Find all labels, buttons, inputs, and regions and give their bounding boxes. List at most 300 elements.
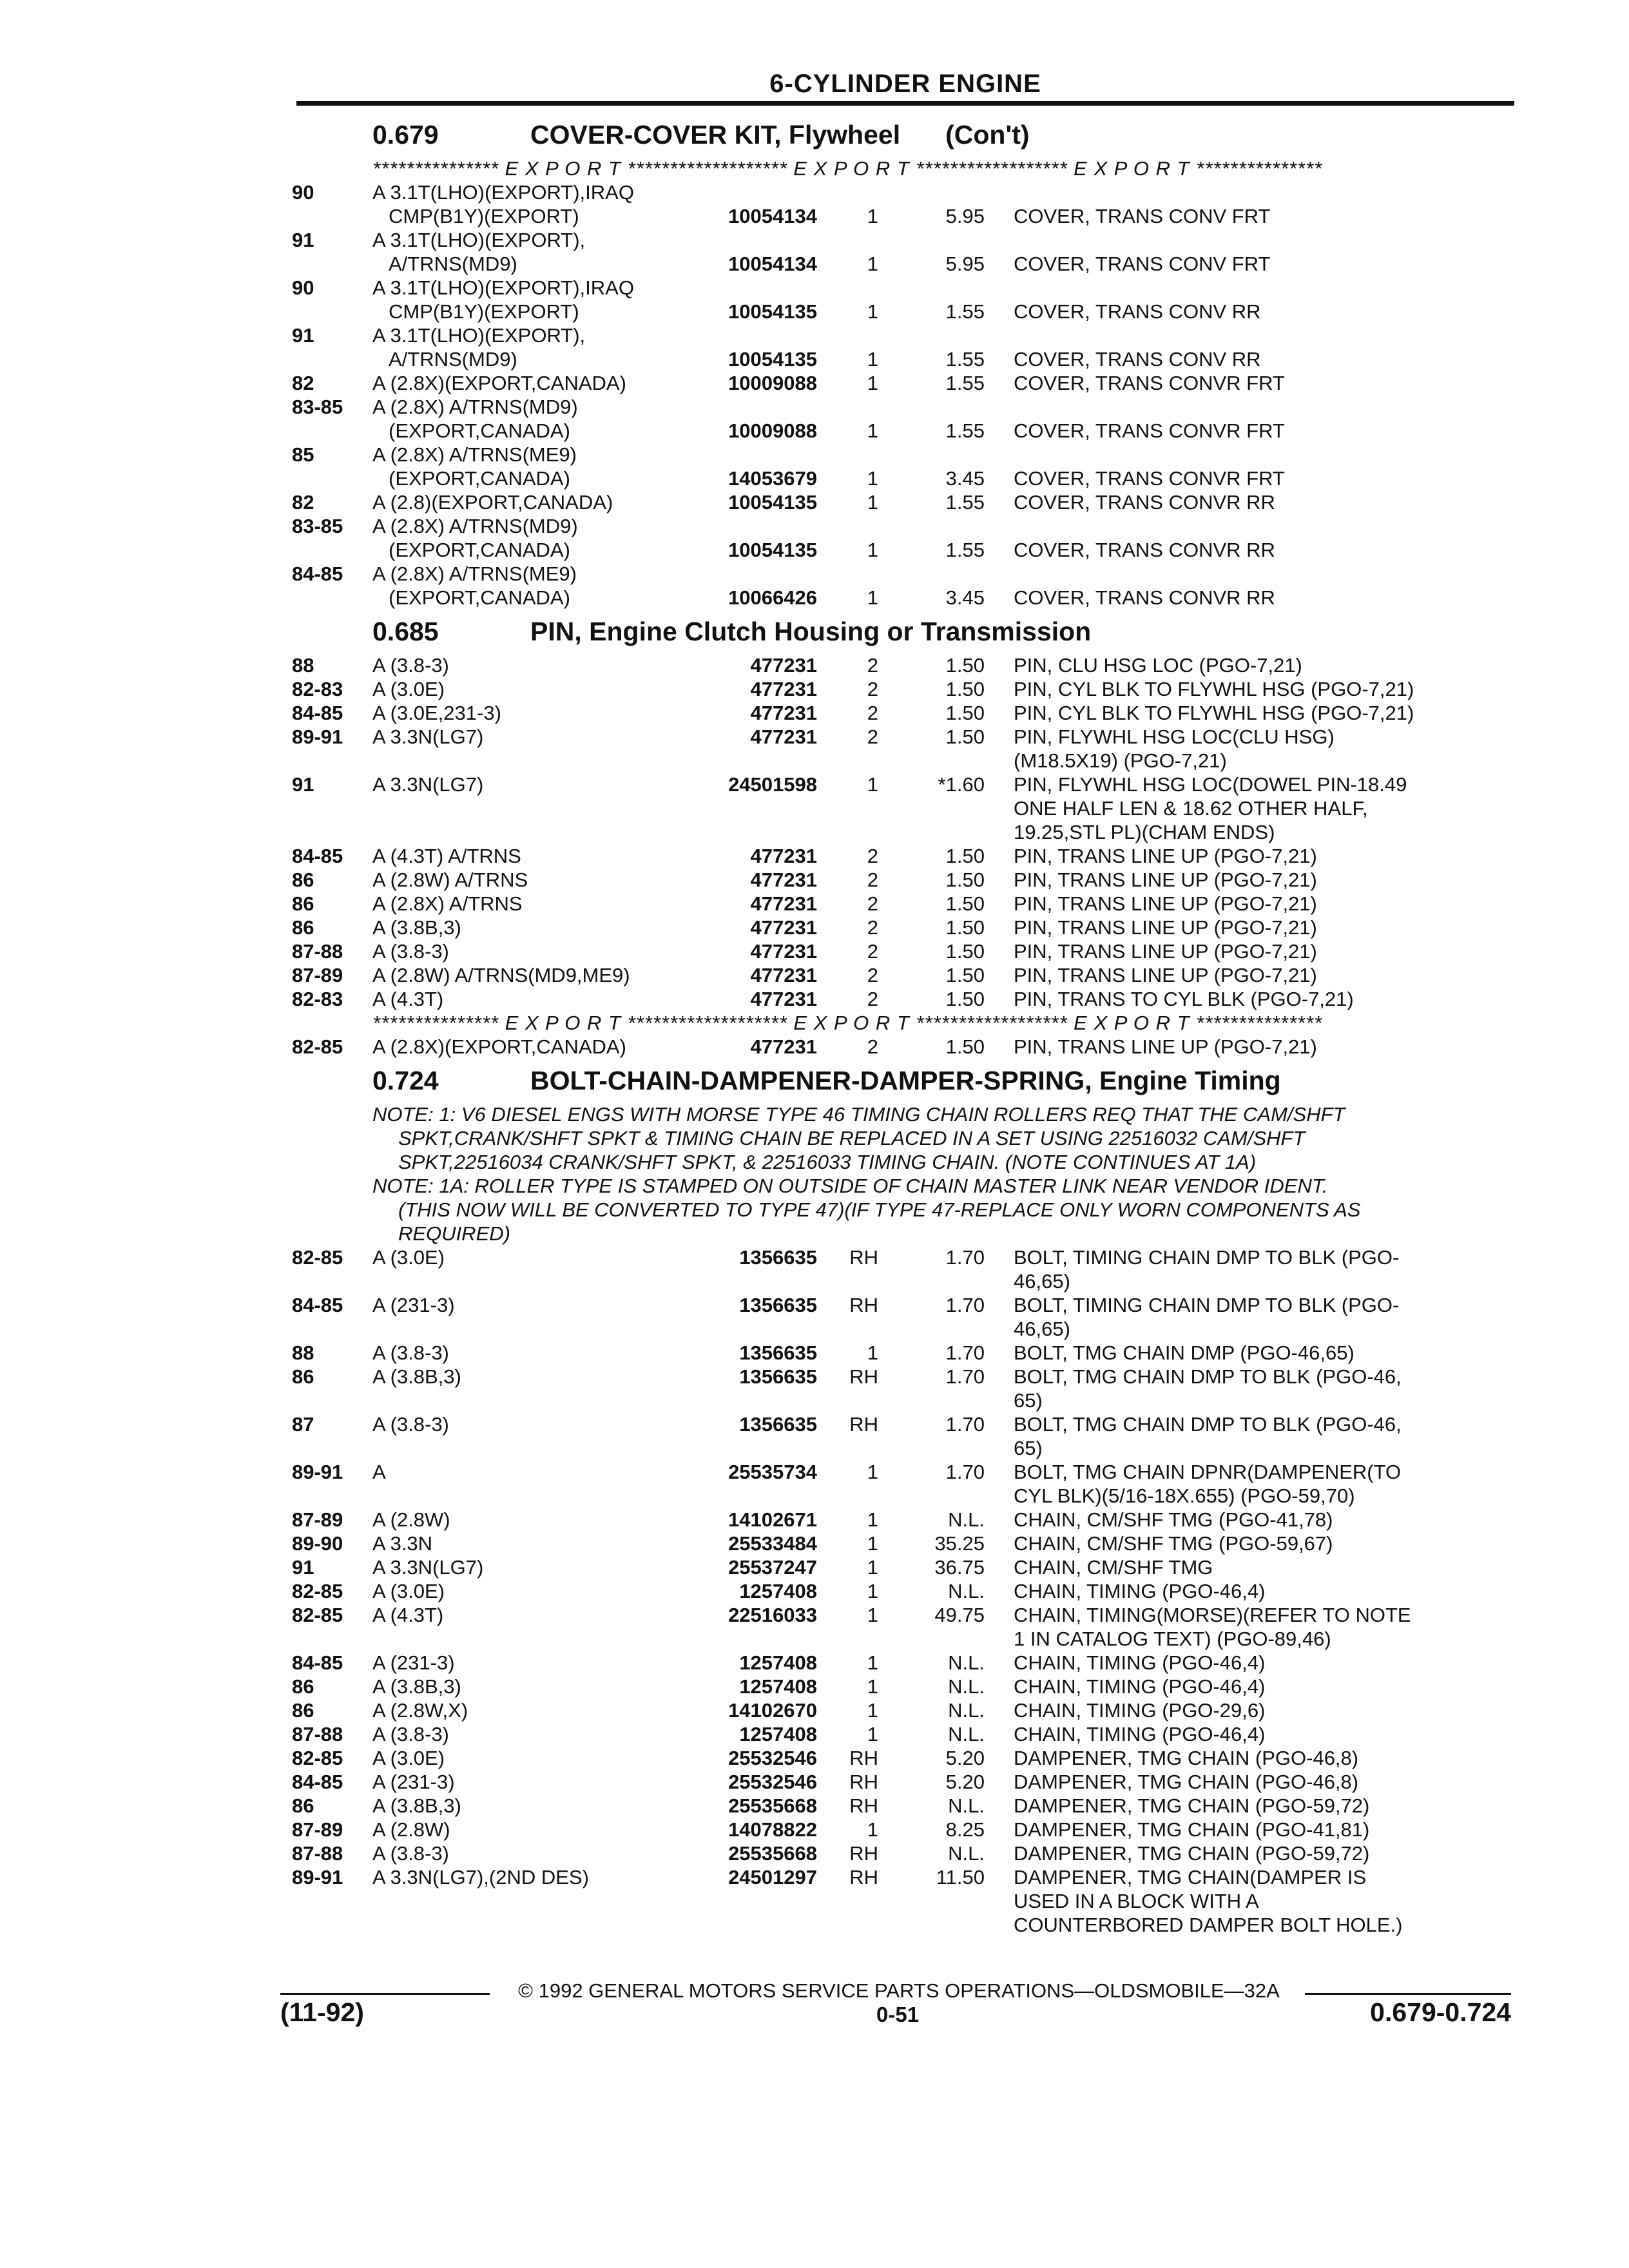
- application-desc: A (3.8B,3): [372, 1365, 461, 1388]
- item-description: PIN, TRANS TO CYL BLK (PGO-7,21): [1014, 988, 1354, 1010]
- price: [878, 1913, 985, 1937]
- parts-row: [292, 300, 1516, 323]
- model-year: 82-85: [292, 1035, 343, 1058]
- application-desc: A/TRNS(MD9): [389, 253, 517, 275]
- price: 1.50: [945, 988, 985, 1010]
- item-description: DAMPENER, TMG CHAIN(DAMPER IS: [1014, 1866, 1367, 1888]
- price: N.L.: [948, 1651, 985, 1674]
- item-description: BOLT, TMG CHAIN DPNR(DAMPENER(TO: [1014, 1461, 1402, 1483]
- price: [878, 514, 985, 538]
- item-description: PIN, CYL BLK TO FLYWHL HSG (PGO-7,21): [1014, 678, 1414, 700]
- application-desc: A (3.0E): [372, 1246, 445, 1269]
- application-desc: A (3.8-3): [372, 1842, 449, 1865]
- parts-row: [292, 1436, 1516, 1460]
- note-1a: [292, 1174, 1516, 1245]
- application-desc: CMP(B1Y)(EXPORT): [389, 300, 579, 323]
- item-description: CHAIN, TIMING (PGO-29,6): [1014, 1699, 1266, 1722]
- quantity: 1: [867, 1723, 878, 1745]
- quantity: 1: [867, 1508, 878, 1531]
- parts-row: [292, 820, 1516, 844]
- quantity: [817, 443, 878, 466]
- item-description: CHAIN, TIMING (PGO-46,4): [1014, 1651, 1266, 1674]
- parts-row: [292, 1365, 1516, 1389]
- item-description: CHAIN, TIMING (PGO-46,4): [1014, 1723, 1266, 1745]
- application-desc: A 3.1T(LHO)(EXPORT),: [372, 324, 586, 347]
- item-description: CHAIN, CM/SHF TMG (PGO-59,67): [1014, 1532, 1333, 1555]
- model-year: 87-88: [292, 1723, 343, 1745]
- part-number: 25537247: [728, 1556, 817, 1579]
- item-description: 46,65): [1014, 1318, 1070, 1340]
- section-export-rows-0685: [292, 1035, 1516, 1059]
- price: 5.95: [945, 205, 985, 227]
- note-line: SPKT,22516034 CRANK/SHFT SPKT, & 22516033 TIMING CHAIN. (NOTE CONTINUES AT 1A): [398, 1151, 1257, 1173]
- item-description: [985, 562, 1478, 586]
- part-number: [695, 820, 817, 844]
- model-year: 86: [292, 1794, 314, 1817]
- parts-row: [292, 868, 1516, 892]
- quantity: 1: [867, 491, 878, 514]
- application-desc: (EXPORT,CANADA): [389, 539, 570, 561]
- note-line: NOTE: 1: V6 DIESEL ENGS WITH MORSE TYPE 46 TIMING CHAIN ROLLERS REQ THAT THE CAM/SHFT: [372, 1103, 1345, 1126]
- quantity: 1: [867, 773, 878, 796]
- model-year: 87-88: [292, 940, 343, 963]
- price: [878, 1317, 985, 1341]
- parts-row: [292, 562, 1516, 586]
- parts-row: [292, 204, 1516, 228]
- quantity: [817, 1389, 878, 1412]
- item-description: COVER, TRANS CONV FRT: [1014, 205, 1271, 227]
- quantity: [817, 1889, 878, 1913]
- price: [878, 228, 985, 252]
- parts-row: [292, 1035, 1516, 1059]
- price: [878, 1627, 985, 1651]
- item-description: COVER, TRANS CONVR RR: [1014, 586, 1275, 609]
- part-number: 10054135: [728, 348, 817, 370]
- price: 1.70: [945, 1461, 985, 1483]
- model-year: 91: [292, 773, 314, 796]
- price: 1.70: [945, 1341, 985, 1364]
- quantity: 1: [867, 539, 878, 561]
- parts-row: [292, 276, 1516, 300]
- model-year: 87-88: [292, 1842, 343, 1865]
- parts-row: [292, 844, 1516, 868]
- part-number: [695, 1269, 817, 1293]
- application-desc: A (3.8B,3): [372, 1675, 461, 1698]
- price: 5.20: [945, 1771, 985, 1793]
- parts-row: [292, 1532, 1516, 1555]
- item-description: DAMPENER, TMG CHAIN (PGO-46,8): [1014, 1771, 1359, 1793]
- application-desc: CMP(B1Y)(EXPORT): [389, 205, 579, 227]
- parts-row: [292, 1770, 1516, 1794]
- application-desc: A 3.3N(LG7),(2ND DES): [372, 1866, 589, 1888]
- parts-row: [292, 701, 1516, 725]
- parts-row: [292, 892, 1516, 916]
- parts-row: [292, 1412, 1516, 1436]
- part-number: 10054135: [728, 539, 817, 561]
- parts-row: [292, 1341, 1516, 1365]
- price: 5.20: [945, 1747, 985, 1769]
- quantity: [817, 796, 878, 820]
- quantity: 1: [867, 372, 878, 394]
- application-desc: A (2.8W) A/TRNS(MD9,ME9): [372, 964, 630, 986]
- item-description: [985, 323, 1478, 347]
- model-year: 86: [292, 916, 314, 939]
- item-description: 46,65): [1014, 1270, 1070, 1293]
- section-number: 0.724: [372, 1066, 439, 1095]
- item-description: BOLT, TIMING CHAIN DMP TO BLK (PGO-: [1014, 1294, 1400, 1316]
- item-description: PIN, CYL BLK TO FLYWHL HSG (PGO-7,21): [1014, 702, 1414, 724]
- parts-row: [292, 1555, 1516, 1579]
- model-year: 86: [292, 1675, 314, 1698]
- price: 5.95: [945, 253, 985, 275]
- part-number: [695, 276, 817, 300]
- model-year: 91: [292, 1556, 314, 1579]
- price: [878, 1889, 985, 1913]
- model-year: [292, 300, 372, 323]
- quantity: [817, 323, 878, 347]
- parts-row: [292, 1698, 1516, 1722]
- parts-row: [292, 252, 1516, 276]
- parts-row: [292, 371, 1516, 395]
- model-year: 84-85: [292, 702, 343, 724]
- model-year: [292, 1627, 372, 1651]
- model-year: 82-83: [292, 988, 343, 1010]
- quantity: 1: [867, 1532, 878, 1555]
- part-number: 477231: [750, 892, 817, 915]
- part-number: 1257408: [739, 1675, 817, 1698]
- model-year: 82-85: [292, 1580, 343, 1602]
- part-number: 477231: [750, 678, 817, 700]
- note-line: SPKT,CRANK/SHFT SPKT & TIMING CHAIN BE REPLACED IN A SET USING 22516032 CAM/SHFT: [398, 1127, 1306, 1149]
- quantity: RH: [849, 1246, 878, 1269]
- part-number: [695, 1436, 817, 1460]
- model-year: 91: [292, 324, 314, 347]
- model-year: [292, 538, 372, 562]
- part-number: 24501297: [728, 1866, 817, 1888]
- model-year: 87-89: [292, 1818, 343, 1841]
- price: [878, 749, 985, 773]
- quantity: RH: [849, 1413, 878, 1436]
- model-year: 84-85: [292, 1771, 343, 1793]
- model-year: 85: [292, 443, 314, 466]
- model-year: 83-85: [292, 396, 343, 418]
- price: 8.25: [945, 1818, 985, 1841]
- model-year: 90: [292, 181, 314, 204]
- application-desc: A 3.1T(LHO)(EXPORT),: [372, 229, 586, 251]
- note-line: REQUIRED): [398, 1222, 510, 1245]
- parts-row: [292, 1889, 1516, 1913]
- application-desc: A (3.8-3): [372, 654, 449, 677]
- parts-row: [292, 1603, 1516, 1627]
- model-year: [292, 1436, 372, 1460]
- application-desc: A (3.8B,3): [372, 916, 461, 939]
- price: 1.50: [945, 964, 985, 986]
- application-desc: (EXPORT,CANADA): [389, 586, 570, 609]
- parts-row: [292, 1651, 1516, 1675]
- application-desc: A 3.3N(LG7): [372, 1556, 484, 1579]
- model-year: 89-91: [292, 1461, 343, 1483]
- item-description: 65): [1014, 1389, 1043, 1412]
- item-description: BOLT, TMG CHAIN DMP (PGO-46,65): [1014, 1341, 1354, 1364]
- item-description: PIN, FLYWHL HSG LOC(DOWEL PIN-18.49: [1014, 773, 1407, 796]
- parts-row: [292, 796, 1516, 820]
- part-number: 10009088: [728, 419, 817, 442]
- model-year: 82: [292, 372, 314, 394]
- footer-date: (11-92): [280, 1997, 364, 2027]
- model-year: 82-85: [292, 1747, 343, 1769]
- parts-row: [292, 1675, 1516, 1698]
- parts-row: [292, 395, 1516, 419]
- item-description: 1 IN CATALOG TEXT) (PGO-89,46): [1014, 1628, 1331, 1650]
- application-desc: (EXPORT,CANADA): [389, 419, 570, 442]
- parts-row: [292, 514, 1516, 538]
- quantity: 1: [867, 1341, 878, 1364]
- part-number: 25532546: [728, 1747, 817, 1769]
- page-header: 6-CYLINDER ENGINE: [769, 70, 1041, 98]
- part-number: 25535668: [728, 1842, 817, 1865]
- parts-row: [292, 490, 1516, 514]
- quantity: RH: [849, 1747, 878, 1769]
- parts-row: [292, 725, 1516, 749]
- model-year: 84-85: [292, 562, 343, 585]
- quantity: 1: [867, 253, 878, 275]
- part-number: 22516033: [728, 1604, 817, 1626]
- item-description: DAMPENER, TMG CHAIN (PGO-41,81): [1014, 1818, 1370, 1841]
- item-description: CHAIN, CM/SHF TMG (PGO-41,78): [1014, 1508, 1333, 1531]
- price: 3.45: [945, 467, 985, 490]
- parts-row: [292, 1508, 1516, 1532]
- part-number: 1257408: [739, 1723, 817, 1745]
- quantity: 1: [867, 1699, 878, 1722]
- model-year: [292, 204, 372, 228]
- model-year: 89-91: [292, 726, 343, 748]
- application-desc: [372, 1627, 695, 1651]
- model-year: [292, 1484, 372, 1508]
- item-description: CHAIN, TIMING (PGO-46,4): [1014, 1580, 1266, 1602]
- application-desc: [372, 749, 695, 773]
- application-desc: A (3.8-3): [372, 1413, 449, 1436]
- price: [878, 562, 985, 586]
- quantity: [817, 276, 878, 300]
- price: [878, 323, 985, 347]
- part-number: 14053679: [728, 467, 817, 490]
- application-desc: A (2.8)(EXPORT,CANADA): [372, 491, 613, 514]
- part-number: [695, 1317, 817, 1341]
- price: N.L.: [948, 1723, 985, 1745]
- model-year: [292, 466, 372, 490]
- quantity: [817, 1484, 878, 1508]
- price: [878, 395, 985, 419]
- quantity: [817, 1436, 878, 1460]
- parts-row: [292, 1913, 1516, 1937]
- parts-row: [292, 1746, 1516, 1770]
- quantity: [817, 180, 878, 204]
- price: N.L.: [948, 1675, 985, 1698]
- item-description: CHAIN, TIMING (PGO-46,4): [1014, 1675, 1266, 1698]
- part-number: [695, 1889, 817, 1913]
- quantity: 1: [867, 1461, 878, 1483]
- application-desc: [372, 1317, 695, 1341]
- quantity: [817, 228, 878, 252]
- quantity: 2: [867, 964, 878, 986]
- model-year: 82-85: [292, 1246, 343, 1269]
- item-description: [985, 228, 1478, 252]
- item-description: [985, 180, 1478, 204]
- application-desc: A (2.8W): [372, 1508, 450, 1531]
- parts-row: [292, 916, 1516, 939]
- price: 36.75: [934, 1556, 985, 1579]
- part-number: 10066426: [728, 586, 817, 609]
- footer-rule: [1305, 1993, 1511, 1995]
- parts-row: [292, 1794, 1516, 1818]
- quantity: [817, 1317, 878, 1341]
- quantity: 2: [867, 940, 878, 963]
- section-rows-0685: [292, 653, 1516, 1011]
- part-number: [695, 395, 817, 419]
- application-desc: A (2.8W): [372, 1818, 450, 1841]
- parts-row: [292, 1865, 1516, 1889]
- price: [878, 443, 985, 466]
- price: [878, 796, 985, 820]
- part-number: [695, 1627, 817, 1651]
- item-description: USED IN A BLOCK WITH A: [1014, 1890, 1259, 1912]
- quantity: 1: [867, 1604, 878, 1626]
- price: [878, 1269, 985, 1293]
- parts-row: [292, 1293, 1516, 1317]
- item-description: CHAIN, CM/SHF TMG: [1014, 1556, 1213, 1579]
- model-year: 87-89: [292, 964, 343, 986]
- price: 1.50: [945, 940, 985, 963]
- parts-row: [292, 987, 1516, 1011]
- application-desc: A (2.8X)(EXPORT,CANADA): [372, 372, 626, 394]
- part-number: 1356635: [739, 1365, 817, 1388]
- price: 1.50: [945, 702, 985, 724]
- item-description: COVER, TRANS CONV RR: [1014, 300, 1261, 323]
- price: 1.50: [945, 892, 985, 915]
- parts-row: [292, 1460, 1516, 1484]
- part-number: [695, 443, 817, 466]
- item-description: PIN, TRANS LINE UP (PGO-7,21): [1014, 916, 1317, 939]
- item-description: COVER, TRANS CONVR FRT: [1014, 419, 1285, 442]
- section-number: 0.685: [372, 617, 439, 646]
- quantity: [817, 514, 878, 538]
- price: [878, 276, 985, 300]
- quantity: RH: [849, 1866, 878, 1888]
- quantity: [817, 820, 878, 844]
- model-year: 82-85: [292, 1604, 343, 1626]
- application-desc: A (3.8-3): [372, 1723, 449, 1745]
- price: 1.50: [945, 654, 985, 677]
- quantity: 1: [867, 1818, 878, 1841]
- model-year: 86: [292, 1365, 314, 1388]
- part-number: 1356635: [739, 1246, 817, 1269]
- parts-row: [292, 1389, 1516, 1412]
- item-description: [985, 443, 1478, 466]
- application-desc: [372, 796, 695, 820]
- part-number: [695, 228, 817, 252]
- model-year: 90: [292, 276, 314, 299]
- parts-row: [292, 1579, 1516, 1603]
- part-number: [695, 323, 817, 347]
- part-number: [695, 180, 817, 204]
- item-description: PIN, TRANS LINE UP (PGO-7,21): [1014, 869, 1317, 891]
- section-title-0685: [292, 610, 1516, 653]
- price: [878, 1436, 985, 1460]
- note-line: NOTE: 1A: ROLLER TYPE IS STAMPED ON OUTSIDE OF CHAIN MASTER LINK NEAR VENDOR IDENT.: [372, 1175, 1328, 1197]
- part-number: 1257408: [739, 1651, 817, 1674]
- parts-row: [292, 347, 1516, 371]
- item-description: (M18.5X19) (PGO-7,21): [1014, 749, 1227, 772]
- part-number: [695, 1484, 817, 1508]
- application-desc: A 3.1T(LHO)(EXPORT),IRAQ: [372, 181, 634, 204]
- model-year: 86: [292, 869, 314, 891]
- application-desc: A (4.3T): [372, 988, 444, 1010]
- application-desc: A (2.8X) A/TRNS: [372, 892, 523, 915]
- part-number: [695, 1913, 817, 1937]
- item-description: 19.25,STL PL)(CHAM ENDS): [1014, 821, 1275, 843]
- model-year: 82-83: [292, 678, 343, 700]
- item-description: COVER, TRANS CONV FRT: [1014, 253, 1271, 275]
- application-desc: A (3.8B,3): [372, 1794, 461, 1817]
- model-year: 91: [292, 229, 314, 251]
- export-marker: *************** E X P O R T ******************* E X P O R T ****************** E X P O R T ***************: [372, 157, 1323, 180]
- application-desc: (EXPORT,CANADA): [389, 467, 570, 490]
- model-year: 89-91: [292, 1866, 343, 1888]
- model-year: 86: [292, 1699, 314, 1722]
- model-year: [292, 347, 372, 371]
- part-number: 14102670: [728, 1699, 817, 1722]
- model-year: 83-85: [292, 515, 343, 537]
- item-description: COVER, TRANS CONVR RR: [1014, 539, 1275, 561]
- item-description: PIN, TRANS LINE UP (PGO-7,21): [1014, 1035, 1317, 1058]
- quantity: [817, 749, 878, 773]
- model-year: [292, 586, 372, 610]
- catalog-content: [292, 113, 1516, 1937]
- model-year: [292, 820, 372, 844]
- item-description: PIN, TRANS LINE UP (PGO-7,21): [1014, 940, 1317, 963]
- quantity: 2: [867, 916, 878, 939]
- quantity: 1: [867, 205, 878, 227]
- price: 1.55: [945, 491, 985, 514]
- parts-row: [292, 1841, 1516, 1865]
- quantity: 1: [867, 1675, 878, 1698]
- item-description: [985, 395, 1478, 419]
- quantity: [817, 1269, 878, 1293]
- section-number: 0.679: [372, 120, 439, 149]
- application-desc: A/TRNS(MD9): [389, 348, 517, 370]
- part-number: 10054134: [728, 205, 817, 227]
- item-description: DAMPENER, TMG CHAIN (PGO-59,72): [1014, 1794, 1370, 1817]
- price: 1.50: [945, 845, 985, 867]
- price: *1.60: [938, 773, 985, 796]
- application-desc: A (3.0E): [372, 1580, 445, 1602]
- part-number: 10009088: [728, 372, 817, 394]
- application-desc: A 3.1T(LHO)(EXPORT),IRAQ: [372, 276, 634, 299]
- part-number: 14102671: [728, 1508, 817, 1531]
- part-number: 477231: [750, 845, 817, 867]
- header-rule: [296, 101, 1514, 106]
- application-desc: A (2.8X) A/TRNS(MD9): [372, 396, 578, 418]
- price: N.L.: [948, 1699, 985, 1722]
- part-number: [695, 749, 817, 773]
- price: 1.50: [945, 916, 985, 939]
- part-number: 477231: [750, 1035, 817, 1058]
- application-desc: [372, 820, 695, 844]
- item-description: [985, 514, 1478, 538]
- note-line: (THIS NOW WILL BE CONVERTED TO TYPE 47)(IF TYPE 47-REPLACE ONLY WORN COMPONENTS AS: [398, 1198, 1361, 1221]
- section-name: COVER-COVER KIT, Flywheel: [530, 120, 901, 149]
- note-1: [292, 1102, 1516, 1174]
